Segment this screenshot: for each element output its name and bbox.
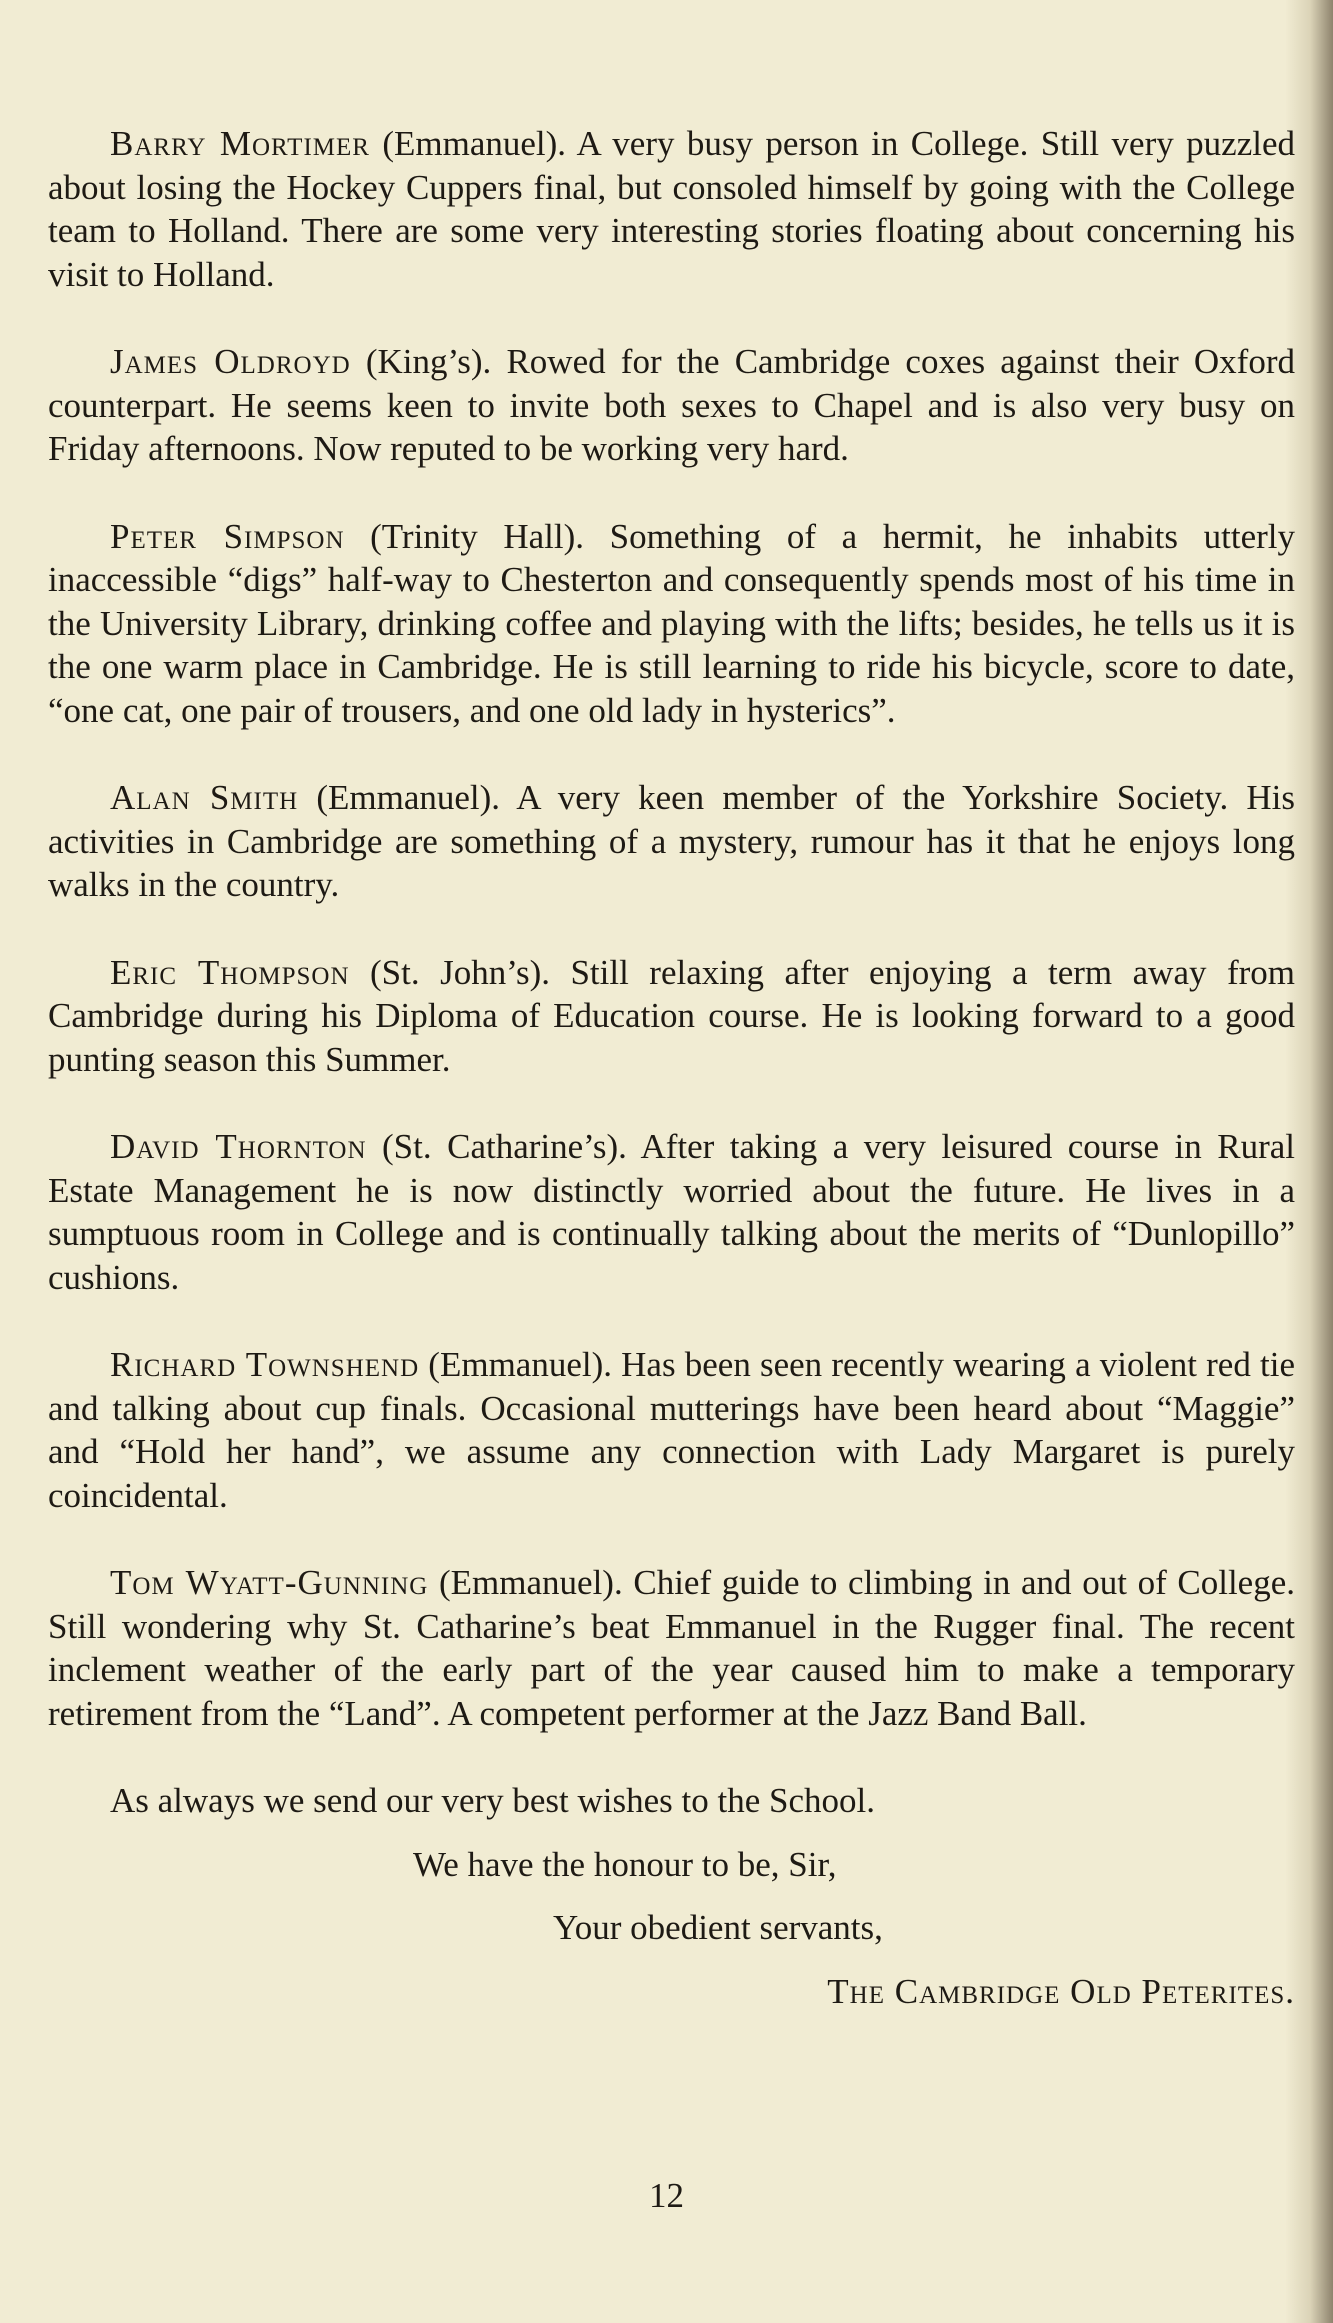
- letter-closing: [48, 1779, 1295, 2013]
- entry-name: Peter Simpson: [110, 516, 345, 556]
- entry-eric-thompson: [48, 951, 1295, 1082]
- letter-body: [48, 122, 1295, 2033]
- entry-text: (St. John’s). Still relaxing after enjoying a term away from Cambridge during his Diploma of Education course. He is looking forward to a good punting season this Summer.: [48, 952, 1296, 1079]
- entry-text: (Emmanuel). Chief guide to climbing in and out of College. Still wondering why St. Catharine’s beat Emmanuel in the Rugger final. The recent inclement weather of the early part of the year caused him to make a temporary retirement from the “Land”. A competent performer at the Jazz Band Ball.: [48, 1563, 1295, 1733]
- closing-honour: We have the honour to be, Sir,: [413, 1844, 837, 1884]
- entry-name: James Oldroyd: [110, 342, 351, 381]
- entry-barry-mortimer: [48, 122, 1295, 296]
- entry-name: Tom Wyatt-Gunning: [110, 1563, 429, 1602]
- entry-text: (Emmanuel). A very keen member of the Yorkshire Society. His activities in Cambridge are something of a mystery, rumour has it that he enjoys long walks in the country.: [48, 778, 1296, 904]
- entry-peter-simpson: [48, 515, 1295, 733]
- entry-james-oldroyd: [48, 340, 1295, 471]
- entry-richard-townshend: [48, 1343, 1295, 1517]
- entry-name: David Thornton: [110, 1127, 367, 1166]
- closing-wishes: As always we send our very best wishes to the School.: [110, 1781, 876, 1820]
- entry-david-thornton: [48, 1125, 1295, 1299]
- entry-name: Richard Townshend: [110, 1345, 420, 1384]
- entry-text: (St. Catharine’s). After taking a very leisured course in Rural Estate Management he is now distinctly worried about the future. He lives in a sumptuous room in College and is continually talking about the merits of “Dunlopillo” cushions.: [48, 1127, 1296, 1297]
- entry-name: Eric Thompson: [110, 952, 350, 992]
- entry-tom-wyatt-gunning: [48, 1561, 1295, 1735]
- entry-text: (Emmanuel). A very busy person in College. Still very puzzled about losing the Hockey Cuppers final, but consoled himself by going with the College team to Holland. There are some very interesting stories floating about concerning his visit to Holland.: [48, 124, 1295, 294]
- entry-text: (King’s). Rowed for the Cambridge coxes against their Oxford counterpart. He seems keen to invite both sexes to Chapel and is also very busy on Friday afternoons. Now reputed to be working very hard.: [48, 342, 1295, 468]
- entry-name: Barry Mortimer: [110, 124, 370, 163]
- closing-servants: Your obedient servants,: [553, 1908, 883, 1947]
- entry-text: (Emmanuel). Has been seen recently wearing a violent red tie and talking about cup finals. Occasional mutterings have been heard about “Maggie” and “Hold her hand”, we assume any connection with Lady Margaret is purely coincidental.: [48, 1345, 1295, 1515]
- entry-alan-smith: [48, 776, 1295, 907]
- entry-name: Alan Smith: [110, 778, 299, 817]
- closing-signature: The Cambridge Old Peterites.: [827, 1971, 1295, 2011]
- page-number: 12: [649, 2176, 684, 2215]
- entry-text: (Trinity Hall). Something of a hermit, he inhabits utterly inaccessible “digs” half-way to Chesterton and consequently spends most of his time in the University Library, drinking coffee and playing with the lifts; besides, he tells us it is the one warm place in Cambridge. He is still learning to ride his bicycle, score to date, “one cat, one pair of trousers, and one old lady in hysterics”.: [48, 516, 1295, 730]
